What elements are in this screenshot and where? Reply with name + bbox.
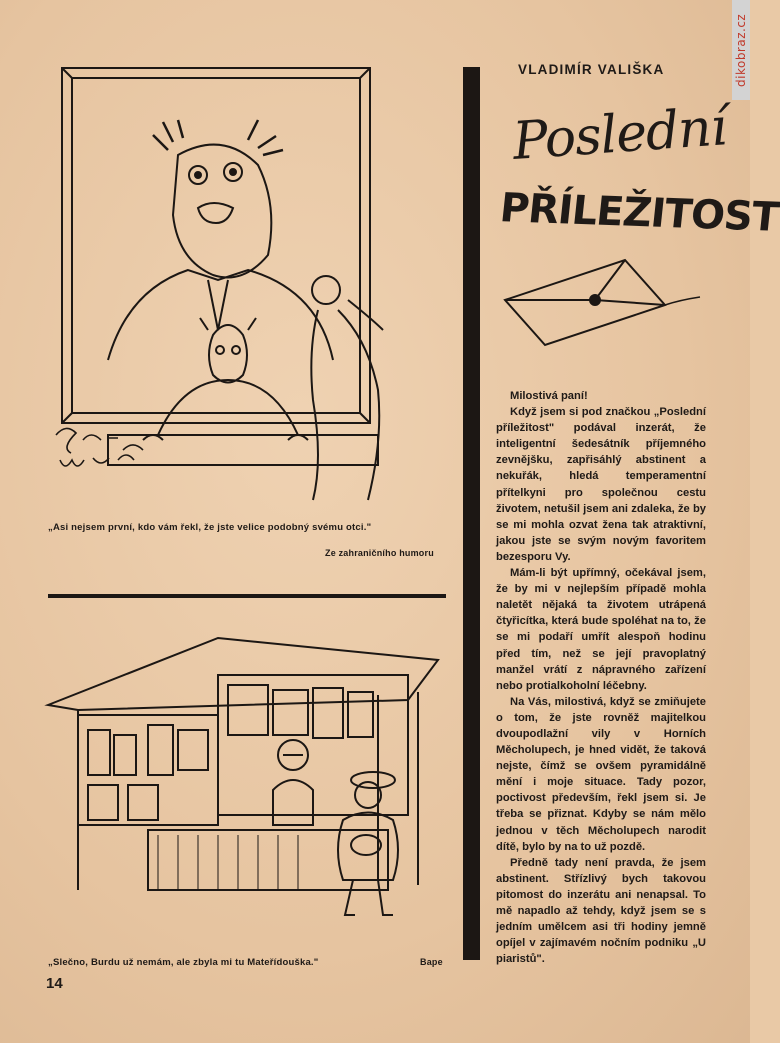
page-number: 14 [46,975,63,992]
article-title-script: Poslední [510,97,729,172]
envelope-illustration [495,245,705,355]
cartoon2-author: Bape [420,957,443,967]
cartoon-kiosk-illustration [48,620,448,950]
watermark: dikobraz.cz [732,0,750,100]
vertical-rule [463,67,480,960]
article-title-caps: PŘÍLEŽITOST [497,185,780,241]
cartoon1-source: Ze zahraničního humoru [325,548,434,558]
article-paragraph: Milostivá paní! [510,390,588,402]
article-paragraph: Když jsem si pod značkou „Poslední příležitost" podával inzerát, že inteligentní šedesátník příjemného zevnějšku, zapřisáhlý abstinent a nekuřák, hledá temperamentní přítelkyni pro společnou cestu životem, netušil jsem ani zdaleka, že by se mi mohla ozvat žena tak atraktivní, jakou jste se svým novým favoritem bezesporu Vy. [496,406,706,563]
cartoon2-caption: „Slečno, Burdu už nemám, ale zbyla mi tu Mateřídouška." [48,957,319,968]
cartoon-portrait-illustration [48,60,448,515]
article-body [496,388,706,967]
article-paragraph: Na Vás, milostivá, když se zmiňujete o tom, že jste rovněž majitelkou dvoupodlažní vily v Horních Měcholupech, je hned vidět, že taková nejste, čímž se ovšem pyramidálně mění i moje situace. Tady pozor, poctivost především, řekl jsem si. Je třeba se přiznat. Kdyby se nám mělo jednou v těch Měcholupech narodit dítě, bylo by na to už pozdě. [496,695,706,853]
article-paragraph: Předně tady není pravda, že jsem abstinent. Střízlivý bych takovou pitomost do inzerátu ani nenapsal. To mě napadlo až tehdy, když jsem se s jedním umělcem asi tři hodiny jemně opíjel v zajímavém nočním podniku „U piaristů". [496,856,706,966]
article-paragraph: Mám-li být upřímný, očekával jsem, že by mi v nejlepším případě mohla naletět nějaká ta životem utrápená čtyřicítka, která bude spoléhat na to, že se mi podaří umřít alespoň hodinu před tím, než se její pravoplatný manžel vrátí z nápravného zařízení nebo protialkoholní léčebny. [496,567,706,692]
article-author: VLADIMÍR VALIŠKA [518,62,665,77]
cartoon1-caption: „Asi nejsem první, kdo vám řekl, že jste velice podobný svému otci." [48,522,372,533]
section-divider [48,594,446,598]
